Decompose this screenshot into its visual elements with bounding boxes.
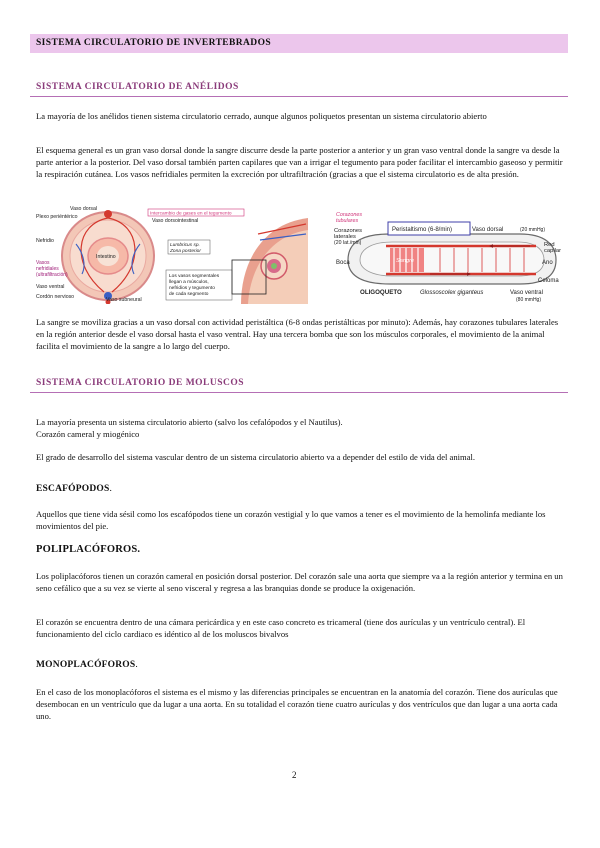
subheading-poliplacoforos: POLIPLACÓFOROS.	[36, 544, 141, 555]
label-celoma: Celoma	[538, 278, 559, 284]
label-boca: Boca	[336, 260, 350, 266]
label-oligoqueto: OLIGOQUETO	[360, 289, 402, 296]
anelidos-paragraph-1: La mayoría de los anélidos tienen sistema circulatorio cerrado, aunque algunos poliquetos presentan un sistema circulatorio abierto	[36, 111, 487, 121]
label-note-3: nefridios y tegumento	[169, 286, 215, 291]
label-corazones-laterales-1: Corazones	[334, 228, 363, 234]
section-heading-text: SISTEMA CIRCULATORIO DE ANÉLIDOS	[36, 82, 239, 92]
page-number: 2	[292, 770, 297, 780]
anelidos-paragraph-2: El esquema general es un gran vaso dorsal donde la sangre discurre desde la parte posterior a anterior y un gran vaso ventral donde la sangre va desde la parte anterior a la posterior. Del vaso dorsal también parten capilares que van a irrigar el tegumento para poder facilitar el intercambio gaseoso y permitir la respiración cutánea. Los vasos nefridiales permiten la excreción por ultrafiltración (gracias a que el sistema circulatorio es de alta presión.	[36, 145, 563, 179]
label-lumbricus: Lumbricus sp.	[170, 243, 200, 248]
label-note-2: llegan a músculos,	[169, 280, 209, 285]
label-corazones-laterales-3: (20 lat./min)	[334, 240, 362, 246]
label-vasos-nefridiales-3: (ultrafiltración)	[36, 272, 68, 278]
label-vaso-dorsal: Vaso dorsal	[70, 206, 98, 212]
label-sangre: Sangre	[396, 258, 415, 264]
label-peristaltismo: Peristaltismo (6-8/min)	[392, 227, 453, 233]
label-vaso-ventral: Vaso ventral	[36, 284, 65, 290]
document-title: SISTEMA CIRCULATORIO DE INVERTEBRADOS	[36, 38, 272, 48]
label-red-capilar-2: capilar	[544, 248, 562, 254]
label-vaso-subneural: Vaso subneural	[106, 297, 142, 303]
poliplacoforos-paragraph-1: Los poliplacóforos tienen un corazón cameral en posición dorsal posterior. Del corazón sale una aorta que siempre va a la región anterior y termina en un seno cefálico que a su vez se vierte al seno visceral y regresa a las branquias donde se produce la oxigenación.	[36, 571, 563, 593]
subheading-monoplacoforos: MONOPLACÓFOROS.	[36, 660, 138, 670]
label-plexo: Plexo periéntérico	[36, 214, 78, 220]
label-presion-dorsal: (20 mmHg)	[520, 227, 546, 233]
label-corazones-tubulares-1: Corazones	[336, 212, 363, 218]
label-intestino: Intestino	[96, 254, 116, 260]
moluscos-line-2: Corazón cameral y miogénico	[36, 429, 140, 439]
moluscos-paragraph-2: El grado de desarrollo del sistema vascular dentro de un sistema circulatorio abierto va a depender del estilo de vida del animal.	[36, 452, 476, 462]
label-zona-posterior: Zona posterior	[170, 249, 201, 254]
label-nefridio: Nefridio	[36, 238, 54, 244]
label-red-capilar-1: Red	[544, 242, 555, 248]
label-vasos-nefridiales-1: Vasos	[36, 260, 50, 266]
label-presion-ventral: (80 mmHg)	[516, 297, 542, 303]
label-corazones-laterales-2: laterales	[334, 234, 356, 240]
label-cordon-nervioso: Cordón nervioso	[36, 294, 75, 300]
poliplacoforos-paragraph-2: El corazón se encuentra dentro de una cámara pericárdica y en este caso concreto es tricameral (tiene dos aurículas y un ventrículo central). El funcionamiento del ciclo cardiaco es idéntico al de los moluscos bivalvos	[36, 617, 526, 639]
moluscos-line-1: La mayoría presenta un sistema circulatorio abierto (salvo los cefalópodos y el Nautilus).	[36, 417, 343, 427]
label-note-1: Los vasos segmentales	[169, 274, 220, 279]
label-corazones-tubulares-2: tubulares	[336, 218, 359, 224]
document-title-banner	[30, 34, 568, 53]
section-heading-text: SISTEMA CIRCULATORIO DE MOLUSCOS	[36, 378, 245, 388]
escafopodos-paragraph: Aquellos que tiene vida sésil como los escafópodos tiene un corazón vestigial y lo que vamos a tener es el movimiento de la hemolinfa mediante los movimientos del pie.	[36, 509, 546, 531]
label-ano: Ano	[542, 260, 553, 266]
section-heading-anelidos	[30, 82, 568, 97]
anelidos-paragraph-3: La sangre se moviliza gracias a un vaso dorsal con actividad peristáltica (6-8 ondas peristálticas por minuto): Además, hay corazones tubulares laterales en la región anterior desde el vaso dorsal hasta el vaso ventral. Hay una tercera bomba que son los músculos corporales, el movimiento de la animal facilita el movimiento de la sangre a lo largo del cuerpo.	[36, 317, 559, 351]
monoplacoforos-paragraph: En el caso de los monoplacóforos el sistema es el mismo y las diferencias principales se encuentran en la anatomía del corazón. Tiene dos aurículas que desembocan en un ventrículo que da lugar a una aorta. En su totalidad el corazón tiene cuatro aurículas y dos ventrículos que dan lugar a una aorta cada uno.	[36, 687, 558, 721]
label-vasos-nefridiales-2: nefridiales	[36, 266, 59, 272]
label-vaso-dorsal-right: Vaso dorsal	[472, 227, 504, 233]
label-especie: Glossoscolex giganteus	[420, 290, 484, 296]
figure-oligoqueto-circulation	[330, 208, 568, 304]
label-vaso-dorsointestinal: Vaso dorsointestinal	[152, 218, 199, 224]
label-note-4: de cada segmento	[169, 292, 209, 297]
label-intercambio-banner: Intercambio de gases en el tegumento	[150, 211, 232, 217]
figure-annelid-cross-section	[36, 204, 308, 304]
section-heading-moluscos	[30, 378, 568, 393]
subheading-escafopodos: ESCAFÓPODOS.	[36, 484, 113, 494]
label-vaso-ventral-right: Vaso ventral	[510, 290, 543, 296]
